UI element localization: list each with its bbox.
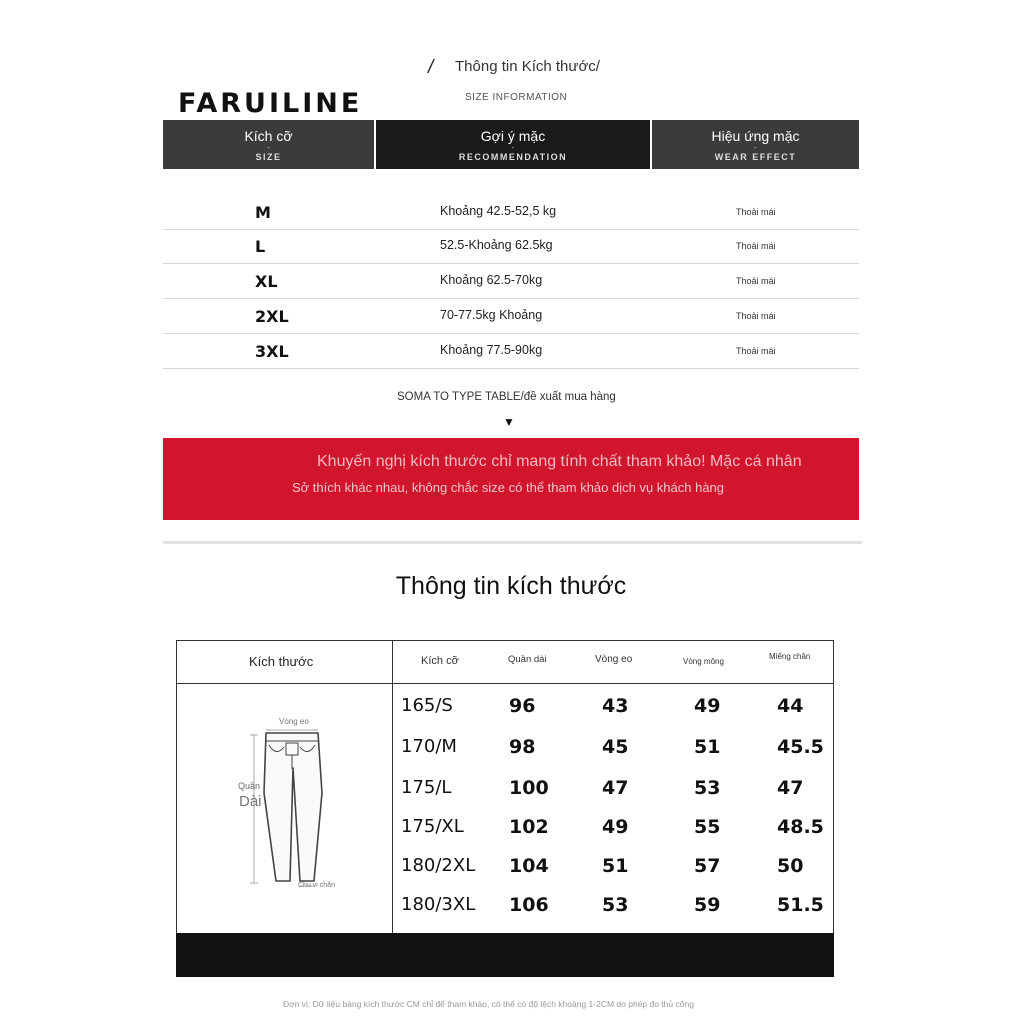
cell-hip: 49 <box>694 695 721 717</box>
cell-foot: 51.5 <box>777 894 824 916</box>
cell-foot: 50 <box>777 855 804 877</box>
dimensions-title: Thông tin kích thước <box>395 572 627 600</box>
cell-length: 96 <box>509 695 536 717</box>
diagram-label-length: Dài <box>239 793 262 810</box>
cell-hip: 57 <box>694 855 721 877</box>
cell-size: 180/2XL <box>401 855 476 876</box>
cell-waist: 43 <box>602 695 629 717</box>
header-recommendation <box>376 120 650 169</box>
weight-recommendation: Khoảng 77.5-90kg <box>440 343 543 357</box>
title-slash: / <box>428 57 434 78</box>
cell-foot: 45.5 <box>777 736 824 758</box>
section-divider <box>163 541 862 544</box>
cell-size: 180/3XL <box>401 894 476 915</box>
weight-recommendation: 52.5-Khoảng 62.5kg <box>440 238 553 252</box>
cell-length: 100 <box>509 777 549 799</box>
header-dimensions: Kích thước <box>249 654 314 669</box>
header-recommendation-dash: - <box>511 143 515 152</box>
cell-length: 102 <box>509 816 549 838</box>
size-label: 3XL <box>255 342 289 361</box>
down-arrow-icon: ▼ <box>503 415 515 429</box>
cell-foot: 48.5 <box>777 816 824 838</box>
size-row-xl <box>163 264 859 299</box>
header-wear-effect-en: WEAR EFFECT <box>714 152 797 162</box>
size-info-subtitle: SIZE INFORMATION <box>465 92 568 103</box>
cell-hip: 55 <box>694 816 721 838</box>
table-footer-bar <box>176 933 834 977</box>
column-length: Quần dài <box>508 654 547 665</box>
brand-logo: FARUILINE <box>178 88 363 119</box>
cell-hip: 53 <box>694 777 721 799</box>
column-hip: Vòng mông <box>683 657 724 666</box>
dimension-row <box>393 777 833 817</box>
header-recommendation-label: Gợi ý mặc <box>480 128 546 144</box>
weight-recommendation: Khoảng 62.5-70kg <box>440 273 543 287</box>
header-size-dash: - <box>267 143 270 152</box>
size-label: L <box>255 237 266 256</box>
header-recommendation-en: RECOMMENDATION <box>458 152 568 162</box>
wear-effect: Thoải mái <box>736 311 776 321</box>
cell-hip: 59 <box>694 894 721 916</box>
cell-foot: 47 <box>777 777 804 799</box>
notice-line-2: Sở thích khác nhau, không chắc size có thể tham khảo dịch vụ khách hàng <box>292 480 725 495</box>
header-size <box>163 120 374 169</box>
cell-waist: 49 <box>602 816 629 838</box>
size-label: 2XL <box>255 307 289 326</box>
size-row-m <box>163 195 859 230</box>
notice-line-1: Khuyến nghị kích thước chỉ mang tính chất tham khảo! Mặc cá nhân <box>317 453 802 470</box>
dimension-row <box>393 695 833 735</box>
cell-waist: 53 <box>602 894 629 916</box>
weight-recommendation: 70-77.5kg Khoảng <box>440 308 543 322</box>
cell-size: 165/S <box>401 695 453 716</box>
cell-waist: 45 <box>602 736 629 758</box>
header-wear-effect <box>652 120 859 169</box>
size-row-3xl <box>163 334 859 369</box>
cell-length: 106 <box>509 894 549 916</box>
wear-effect: Thoải mái <box>736 346 776 356</box>
wear-effect: Thoải mái <box>736 207 776 217</box>
dimension-row <box>393 894 833 934</box>
column-waist: Vòng eo <box>595 654 633 665</box>
cell-length: 98 <box>509 736 536 758</box>
dimension-row <box>393 736 833 776</box>
header-size-label: Kích cỡ <box>244 128 293 144</box>
unit-footnote: Đơn vị: Dữ liệu bảng kích thước CM chỉ để tham khảo, có thể có độ lệch khoảng 1-2CM do phép đo thủ công <box>283 999 694 1009</box>
dimension-row <box>393 855 833 895</box>
dimension-row <box>393 816 833 856</box>
cell-length: 104 <box>509 855 549 877</box>
column-foot: Miếng chân <box>769 652 811 661</box>
cell-hip: 51 <box>694 736 721 758</box>
size-label: XL <box>255 272 278 291</box>
header-size-en: SIZE <box>255 152 282 162</box>
column-size: Kích cỡ <box>421 655 459 667</box>
cell-size: 175/XL <box>401 816 464 837</box>
notice-banner <box>163 438 859 520</box>
diagram-label-foot: Chu vi chân <box>298 882 335 889</box>
size-label: M <box>255 203 271 222</box>
cell-waist: 51 <box>602 855 629 877</box>
diagram-label-waist: Vòng eo <box>279 717 309 726</box>
size-row-l <box>163 229 859 264</box>
wear-effect: Thoải mái <box>736 276 776 286</box>
header-wear-effect-dash: - <box>754 143 757 152</box>
weight-recommendation: Khoảng 42.5-52,5 kg <box>440 204 557 218</box>
cell-waist: 47 <box>602 777 629 799</box>
diagram-label-length-small: Quần <box>238 781 261 791</box>
header-wear-effect-label: Hiệu ứng mặc <box>711 128 800 144</box>
size-row-2xl <box>163 299 859 334</box>
wear-effect: Thoải mái <box>736 241 776 251</box>
cell-size: 170/M <box>401 736 457 757</box>
soma-type-table-note: SOMA TO TYPE TABLE/đề xuất mua hàng <box>397 391 616 403</box>
size-info-title: Thông tin Kích thước/ <box>455 58 600 75</box>
cell-size: 175/L <box>401 777 452 798</box>
cell-foot: 44 <box>777 695 804 717</box>
